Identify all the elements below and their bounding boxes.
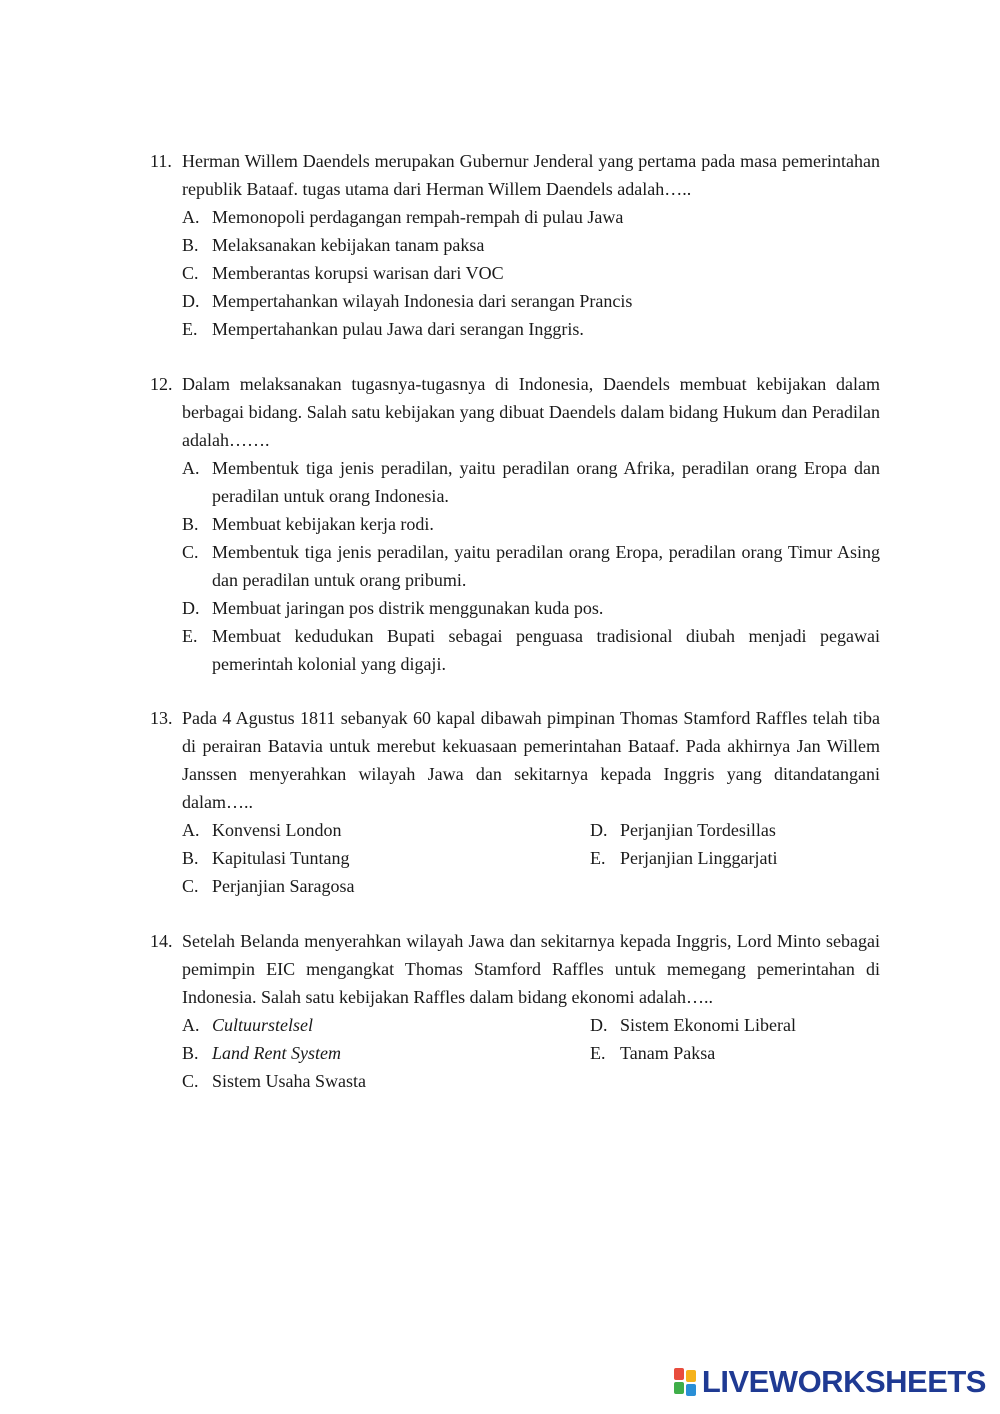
watermark-text: LIVEWORKSHEETS (701, 1364, 986, 1399)
option-d[interactable] (590, 1011, 880, 1039)
option-letter: B. (182, 848, 199, 868)
option-text: Perjanjian Tordesillas (620, 820, 776, 840)
option-a[interactable] (182, 816, 590, 844)
option-text: Mempertahankan pulau Jawa dari serangan Inggris. (212, 319, 584, 339)
option-letter: C. (182, 1071, 199, 1091)
option-letter: E. (590, 1043, 606, 1063)
option-text: Memberantas korupsi warisan dari VOC (212, 263, 504, 283)
question-text: Dalam melaksanakan tugasnya-tugasnya di Indonesia, Daendels membuat kebijakan dalam berbagai bidang. Salah satu kebijakan yang dibuat Daendels dalam bidang Hukum dan Peradilan adalah……. (182, 374, 880, 450)
option-c[interactable] (182, 538, 880, 594)
liveworksheets-watermark (674, 1364, 986, 1400)
option-letter: A. (182, 207, 200, 227)
option-letter: C. (182, 542, 199, 562)
option-letter: D. (590, 1015, 608, 1035)
option-letter: B. (182, 514, 199, 534)
option-c[interactable] (182, 872, 590, 900)
option-b[interactable] (182, 510, 880, 538)
option-letter: A. (182, 458, 200, 478)
option-text: Membentuk tiga jenis peradilan, yaitu peradilan orang Afrika, peradilan orang Eropa dan peradilan untuk orang Indonesia. (212, 458, 880, 506)
question-12 (150, 370, 880, 678)
question-number: 13. (150, 708, 173, 728)
option-e[interactable] (590, 1039, 880, 1067)
option-c[interactable] (182, 1067, 590, 1095)
option-letter: A. (182, 1015, 200, 1035)
option-c[interactable] (182, 259, 880, 287)
question-13 (150, 704, 880, 900)
option-text: Konvensi London (212, 820, 342, 840)
option-letter: D. (590, 820, 608, 840)
option-letter: E. (182, 626, 198, 646)
option-letter: E. (590, 848, 606, 868)
option-a[interactable] (182, 203, 880, 231)
option-text: Membuat kedudukan Bupati sebagai penguasa tradisional diubah menjadi pegawai pemerintah kolonial yang digaji. (212, 626, 880, 674)
option-text: Kapitulasi Tuntang (212, 848, 350, 868)
option-b[interactable] (182, 231, 880, 259)
question-number: 11. (150, 151, 172, 171)
option-text: Land Rent System (212, 1043, 341, 1063)
option-letter: E. (182, 319, 198, 339)
option-a[interactable] (182, 454, 880, 510)
question-text: Pada 4 Agustus 1811 sebanyak 60 kapal dibawah pimpinan Thomas Stamford Raffles telah tiba di perairan Batavia untuk merebut kekuasaan pemerintahan Bataaf. Pada akhirnya Jan Willem Janssen menyerahkan wilayah Jawa dan sekitarnya kepada Inggris yang ditandatangani dalam….. (182, 708, 880, 812)
option-letter: A. (182, 820, 200, 840)
question-number: 12. (150, 374, 173, 394)
option-text: Mempertahankan wilayah Indonesia dari serangan Prancis (212, 291, 633, 311)
option-d[interactable] (182, 287, 880, 315)
option-a[interactable] (182, 1011, 590, 1039)
option-text: Membuat jaringan pos distrik menggunakan kuda pos. (212, 598, 604, 618)
option-letter: D. (182, 598, 200, 618)
question-14 (150, 927, 880, 1095)
option-text: Membuat kebijakan kerja rodi. (212, 514, 434, 534)
option-text: Cultuurstelsel (212, 1015, 314, 1035)
option-letter: B. (182, 1043, 199, 1063)
option-letter: C. (182, 263, 199, 283)
option-letter: D. (182, 291, 200, 311)
option-text: Sistem Usaha Swasta (212, 1071, 366, 1091)
option-text: Perjanjian Saragosa (212, 876, 355, 896)
question-11 (150, 147, 880, 343)
option-b[interactable] (182, 1039, 590, 1067)
question-text: Herman Willem Daendels merupakan Gubernur Jenderal yang pertama pada masa pemerintahan republik Bataaf. tugas utama dari Herman Willem Daendels adalah….. (182, 151, 880, 199)
option-e[interactable] (590, 844, 880, 872)
option-letter: B. (182, 235, 199, 255)
option-letter: C. (182, 876, 199, 896)
option-text: Memonopoli perdagangan rempah-rempah di pulau Jawa (212, 207, 624, 227)
option-b[interactable] (182, 844, 590, 872)
option-e[interactable] (182, 315, 880, 343)
option-text: Sistem Ekonomi Liberal (620, 1015, 796, 1035)
liveworksheets-logo-icon (674, 1368, 698, 1396)
option-text: Membentuk tiga jenis peradilan, yaitu peradilan orang Eropa, peradilan orang Timur Asing dan peradilan untuk orang pribumi. (212, 542, 880, 590)
question-text: Setelah Belanda menyerahkan wilayah Jawa dan sekitarnya kepada Inggris, Lord Minto sebagai pemimpin EIC mengangkat Thomas Stamford Raffles untuk memegang pemerintahan di Indonesia. Salah satu kebijakan Raffles dalam bidang ekonomi adalah….. (182, 931, 880, 1007)
option-text: Melaksanakan kebijakan tanam paksa (212, 235, 485, 255)
option-text: Perjanjian Linggarjati (620, 848, 778, 868)
option-d[interactable] (182, 594, 880, 622)
question-number: 14. (150, 931, 173, 951)
option-e[interactable] (182, 622, 880, 678)
option-d[interactable] (590, 816, 880, 844)
option-text: Tanam Paksa (620, 1043, 716, 1063)
